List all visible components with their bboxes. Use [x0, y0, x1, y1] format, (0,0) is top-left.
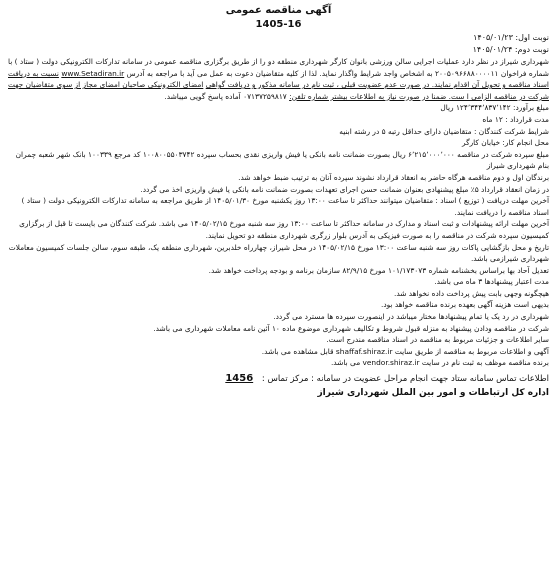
list-item: برنده مناقصه موظف به ثبت نام در سایت vendor.shiraz.ir می باشد.: [330, 358, 549, 368]
notice-reference: 1405-16: [255, 19, 302, 30]
list-item: آخرین مهلت ارائه پیشنهادات و ثبت اسناد و مدارک در سامانه حداکثر تا ساعت ۱۳:۰۰ روز سه شنبه مورخ ۱۴۰۵/۰۲/۱۵ می باشد. شرکت کنندگان می بایست تا قبل از برگزاری کمیسیون سپرده شرکت در مناقصه را به صورت فیزیکی به آدرس بلوار زرگری شهرداری منطقه دو تحویل نمایند.: [19, 219, 549, 240]
intro-paragraph: [8, 56, 549, 102]
list-item: شرکت در مناقصه ودادن پیشنهاد به منزله قبول شروط و تکالیف شهرداری موضوع ماده ۱۰ آئین نامه معاملات شهرداری می باشد.: [153, 323, 549, 333]
list-item: شرایط شرکت کنندگان : متقاضیان دارای حداقل رتبه ۵ در رشته ابنیه: [339, 126, 549, 136]
notice-title: آگهی مناقصه عمومی: [225, 5, 332, 16]
list-item: در زمان انعقاد قرارداد ۵٪ مبلغ پیشنهادی بعنوان ضمانت حسن اجرای تعهدات بصورت ضمانت نامه بانکی یا فیش واریزی اخذ می گردد.: [140, 184, 549, 194]
list-item: هیچگونه وجهی بابت پیش پرداخت داده نخواهد شد.: [393, 288, 549, 298]
setadiran-link[interactable]: www.Setadiran.ir: [61, 68, 125, 78]
list-item: مدت اعتبار پیشنهادها ۳ ماه می باشد.: [434, 277, 549, 287]
list-item: آگهی و اطلاعات مربوط به مناقصه از طریق سایت shaffaf.shiraz.ir قابل مشاهده می باشد.: [261, 346, 549, 356]
intro-text-4: آماده پاسخ گویی میباشد.: [164, 91, 241, 101]
list-item: مبلغ سپرده شرکت در مناقصه ۶٬۲۱۵٬۰۰۰٬۰۰۰ ریال بصورت ضمانت نامه بانکی یا فیش واریزی نقدی بحساب سپرده ۱۰۰۸۰۰۵۵۰۳۷۴۲ کد مرجع ۱۰۰۳۳۹ بانک شهر شعبه چمران بنام شهرداری شیراز: [15, 149, 549, 171]
list-item: محل انجام کار: خیابان کارگر: [462, 138, 549, 148]
second-publication-date: نوبت دوم: ۱۴۰۵/۰۱/۲۴: [472, 45, 549, 54]
intro-text-3: امضای الکترونیکی صاحبان امضای مجاز از سوی متقاضیان جهت شرکت در مناقصه الزامی ا ست. ضمنا در صورت نیاز به اطلاعات بیشتر شماره تلفن:: [8, 80, 549, 101]
list-item: تاریخ و محل بازگشایی پاکات روز سه شنبه ساعت ۱۳:۰۰ مورخ ۱۴۰۵/۰۲/۱۵ در محل شیراز، چهارراه خلدبرین، شهرداری منطقه یک، طبقه سوم، سالن جلسات کمیسیون معاملات شهرداری شیرازمی باشد.: [8, 242, 549, 264]
list-item: مدت قرارداد : ۱۲ ماه: [482, 114, 549, 124]
issuer-signature: اداره کل ارتباطات و امور بین الملل شهرداری شیراز: [317, 388, 549, 399]
intro-text-1: شهرداری شیراز در نظر دارد عملیات اجرایی سالن ورزشی بانوان کارگر شهرداری منطقه دو را از طریق برگزاری مناقصه عمومی در سامانه تدارکات الکترونیکی دولت ( ستاد ) با شماره فراخوان ۲۰۰۵۰۹۶۶۸۸۰۰۰۰۱۱ به اشخاص واجد شرایط واگذار نماید. لذا از کلیه متقاضیان دعوت به عمل می آید با مراجعه به آدرس: [8, 57, 549, 78]
list-item: آخرین مهلت دریافت ( توزیع ) اسناد : متقاضیان میتوانند حداکثر تا ساعت ۱۳:۰۰ روز یکشنبه مورخ ۱۴۰۵/۰۱/۳۰ از طریق مراجعه به سامانه تدارکات الکترونیکی دولت ( ستاد ) اسناد مناقصه را دریافت نمایند.: [21, 196, 549, 217]
tracking-text: اطلاعات تماس سامانه ستاد جهت انجام مراحل عضویت در سامانه : مرکز تماس :: [261, 374, 549, 385]
tracking-line: [8, 372, 549, 386]
list-item: مبلغ برآورد: ۱۲۴٬۳۴۴٬۸۳۷٬۱۴۲ ریال: [440, 103, 549, 113]
list-item: سایر اطلاعات و جزئیات مربوط به مناقصه در اسناد مناقصه مندرج است.: [326, 335, 549, 345]
tracking-code: 1456: [225, 373, 254, 385]
list-item: برندگان اول و دوم مناقصه هرگاه حاضر به انعقاد قرارداد نشوند سپرده آنان به ترتیب ضبط خواهد شد.: [238, 172, 549, 182]
intro-text-2: نسبت به دریافت اسناد مناقصه و تحویل آن اقدام نمایند. در صورت عدم عضویت قبلی ، ثبت نام در سامانه مذکور و دریافت گواهی: [8, 68, 549, 90]
first-publication-date: نوبت اول: ۱۴۰۵/۰۱/۲۳: [473, 33, 549, 42]
contact-phone: ۰۷۱۳۷۲۵۹۸۱۷: [243, 91, 287, 101]
list-item: تعدیل آحاد بها براساس بخشنامه شماره ۱۰۱/۱۷۳۰۷۳ مورخ ۸۲/۹/۱۵ سازمان برنامه و بودجه پرداخت خواهد شد.: [208, 265, 549, 275]
list-item: بدیهی است هزینه آگهی بعهده برنده مناقصه خواهد بود.: [380, 300, 549, 310]
list-item: شهرداری در رد یک یا تمام پیشنهادها مختار میباشد در اینصورت سپرده ها مسترد می گردد.: [273, 312, 549, 322]
